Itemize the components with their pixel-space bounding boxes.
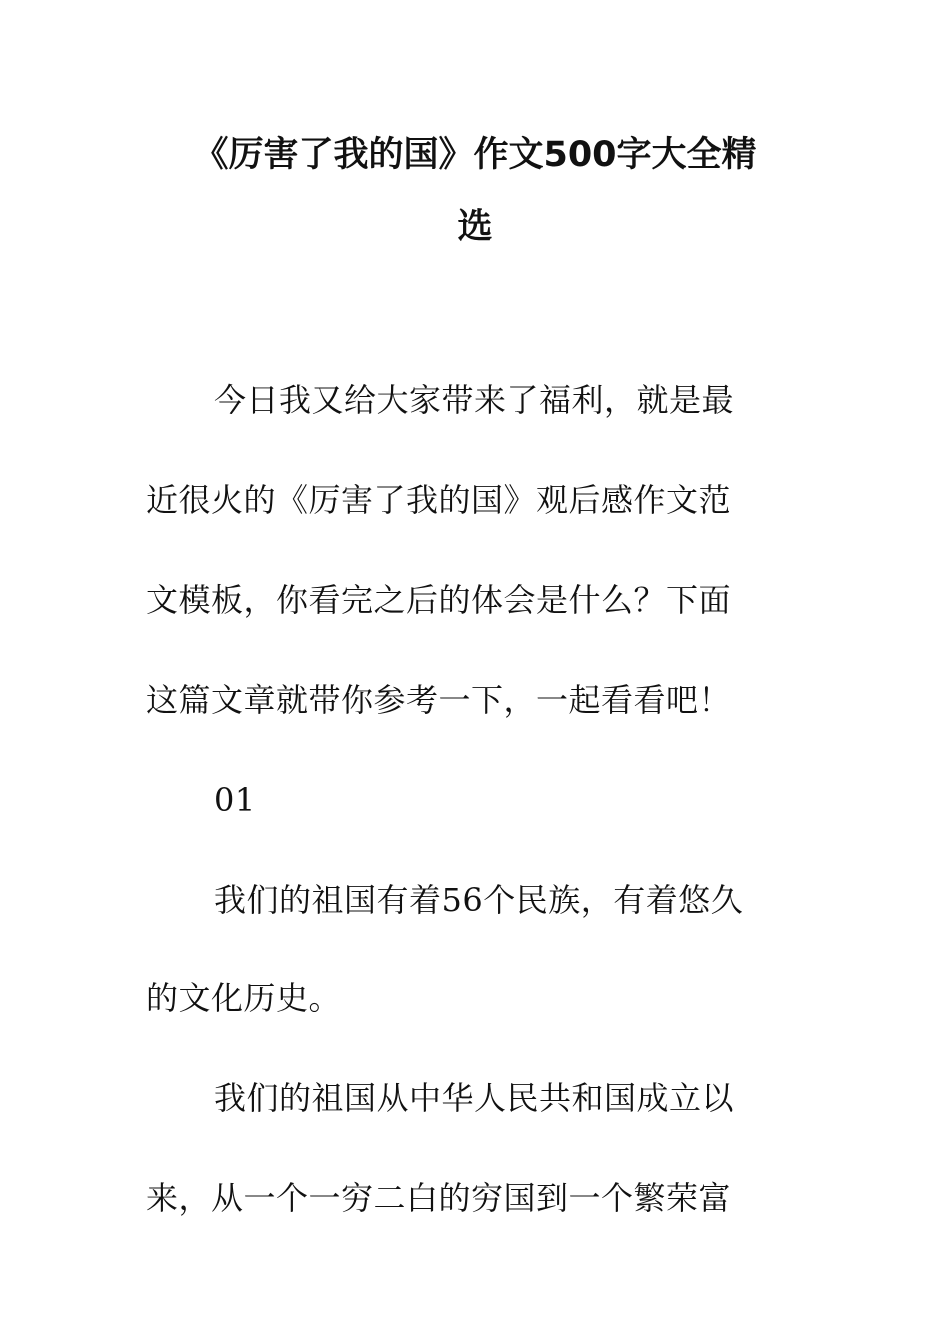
body-line-2: 近很火的《厉害了我的国》观后感作文范 [146, 481, 732, 519]
body-line-1: 今日我又给大家带来了福利，就是最 [214, 381, 735, 419]
body-line-8: 我们的祖国从中华人民共和国成立以 [214, 1079, 735, 1117]
body-line-6: 我们的祖国有着56个民族，有着悠久 [214, 881, 744, 919]
section-number: 01 [214, 781, 256, 819]
body-line-7: 的文化历史。 [146, 979, 342, 1017]
body-line-9: 来，从一个一穷二白的穷国到一个繁荣富 [146, 1179, 732, 1217]
document-title-line-2: 选 [457, 207, 493, 247]
body-line-4: 这篇文章就带你参考一下，一起看看吧！ [146, 681, 732, 719]
document-title-line-1: 《厉害了我的国》作文500字大全精 [193, 135, 757, 175]
body-line-3: 文模板，你看完之后的体会是什么？下面 [146, 581, 732, 619]
